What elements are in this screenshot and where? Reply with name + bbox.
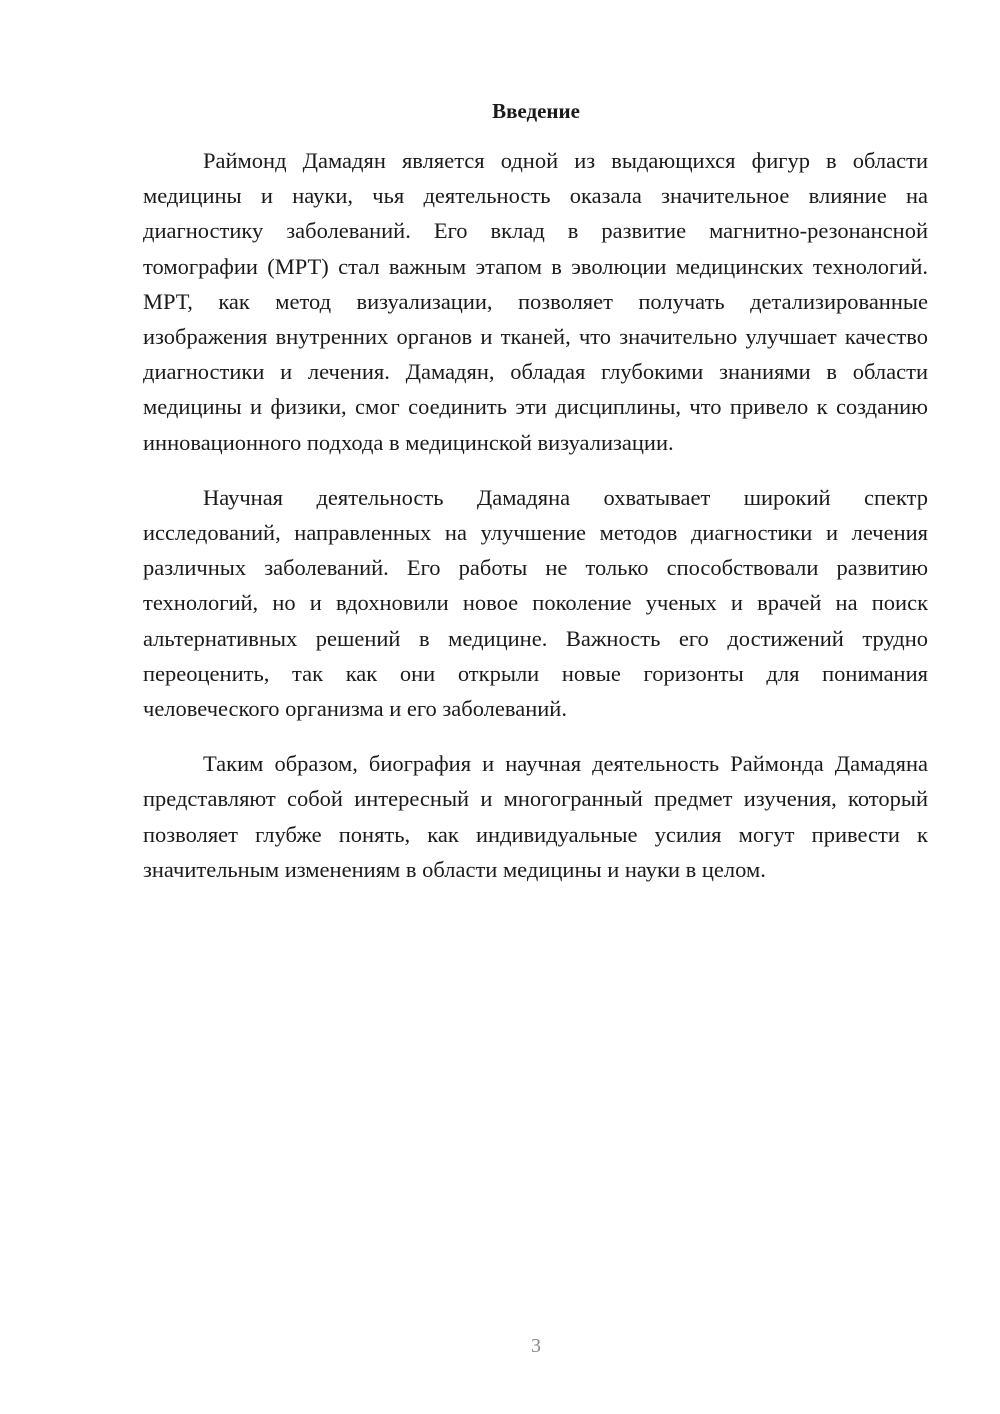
section-heading: Введение [492,99,580,123]
body-text [143,143,928,907]
paragraph-intro: Раймонд Дамадян является одной из выдающихся фигур в области медицины и науки, чья деятельность оказала значительное влияние на диагностику заболеваний. Его вклад в развитие магнитно-резонансной томографии (МРТ) стал важным этапом в эволюции медицинских технологий. МРТ, как метод визуализации, позволяет получать детализированные изображения внутренних органов и тканей, что значительно улучшает качество диагностики и лечения. Дамадян, обладая глубокими знаниями в области медицины и физики, смог соединить эти дисциплины, что привело к созданию инновационного подхода в медицинской визуализации. [143,148,928,455]
paragraph-research: Научная деятельность Дамадяна охватывает широкий спектр исследований, направленных на улучшение методов диагностики и лечения различных заболеваний. Его работы не только способствовали развитию технологий, но и вдохновили новое поколение ученых и врачей на поиск альтернативных решений в медицине. Важность его достижений трудно переоценить, так как они открыли новые горизонты для понимания человеческого организма и его заболеваний. [143,484,928,722]
page-number: 3 [531,1335,541,1357]
paragraph-conclusion: Таким образом, биография и научная деятельность Раймонда Дамадяна представляют собой интересный и многогранный предмет изучения, который позволяет глубже понять, как индивидуальные усилия могут привести к значительным изменениям в области медицины и науки в целом. [143,751,928,882]
